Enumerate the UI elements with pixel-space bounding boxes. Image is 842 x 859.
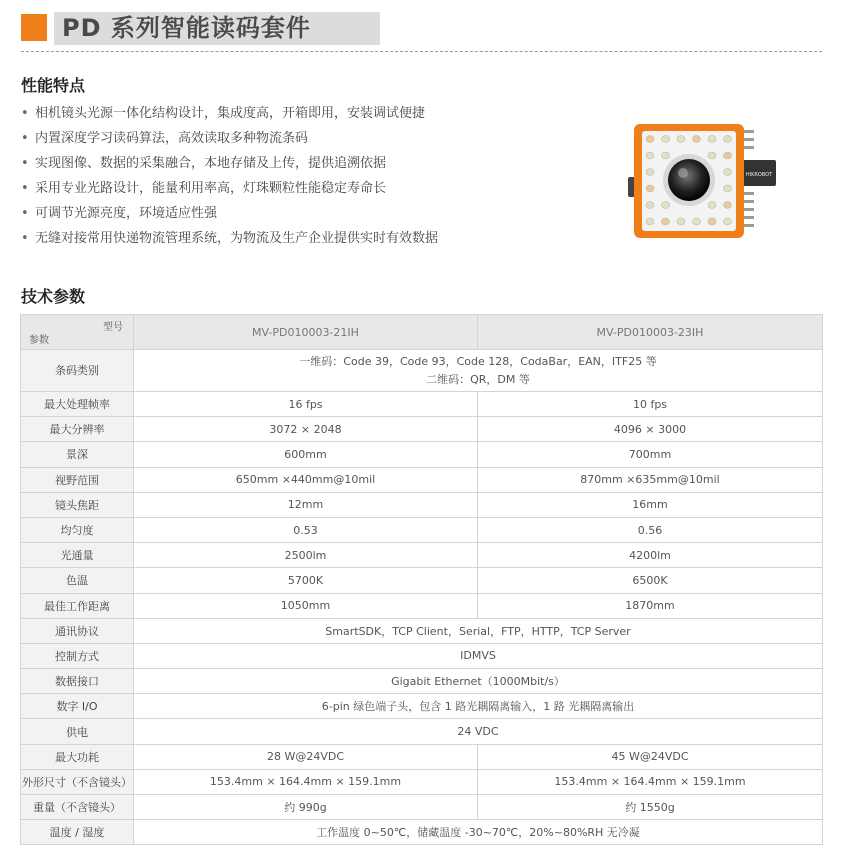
spec-label: 光通量 bbox=[21, 543, 134, 568]
led-bead bbox=[708, 152, 716, 159]
led-bead bbox=[646, 185, 654, 192]
spec-label: 供电 bbox=[21, 719, 134, 744]
feature-item bbox=[21, 126, 601, 151]
spec-row bbox=[21, 719, 823, 744]
spec-row bbox=[21, 442, 823, 467]
spec-row bbox=[21, 543, 823, 568]
page-title: PD 系列智能读码套件 bbox=[62, 14, 311, 42]
spec-label: 最大分辨率 bbox=[21, 417, 134, 442]
spec-value-model-2: 45 W@24VDC bbox=[478, 744, 823, 769]
led-bead bbox=[724, 202, 732, 209]
spec-value-model-2: 4096 × 3000 bbox=[478, 417, 823, 442]
feature-item bbox=[21, 176, 601, 201]
spec-value-merged: Gigabit Ethernet（1000Mbit/s） bbox=[134, 669, 823, 694]
spec-value-model-2: 1870mm bbox=[478, 593, 823, 618]
led-bead bbox=[646, 152, 654, 159]
spec-value-model-1: 16 fps bbox=[134, 392, 478, 417]
spec-value-merged: 工作温度 0~50℃，储藏温度 -30~70℃，20%~80%RH 无冷凝 bbox=[134, 820, 823, 845]
spec-row bbox=[21, 492, 823, 517]
specs-table bbox=[20, 314, 823, 845]
title-bar bbox=[21, 12, 822, 52]
specs-corner-cell bbox=[21, 315, 134, 350]
spec-label: 通讯协议 bbox=[21, 618, 134, 643]
spec-row bbox=[21, 643, 823, 668]
bullet-icon: • bbox=[21, 206, 29, 221]
spec-row bbox=[21, 694, 823, 719]
specs-header-row bbox=[21, 315, 823, 350]
spec-value-model-2: 700mm bbox=[478, 442, 823, 467]
spec-row bbox=[21, 417, 823, 442]
feature-item bbox=[21, 151, 601, 176]
spec-row bbox=[21, 467, 823, 492]
feature-text: 实现图像、数据的采集融合，本地存储及上传，提供追溯依据 bbox=[35, 156, 387, 171]
spec-label: 最大处理帧率 bbox=[21, 392, 134, 417]
led-bead bbox=[724, 152, 732, 159]
spec-value-model-1: 0.53 bbox=[134, 517, 478, 542]
led-bead bbox=[693, 136, 701, 143]
spec-label: 条码类别 bbox=[21, 350, 134, 392]
led-bead bbox=[708, 136, 716, 143]
spec-value-merged: SmartSDK，TCP Client，Serial，FTP，HTTP，TCP Server bbox=[134, 618, 823, 643]
spec-value-model-2: 153.4mm × 164.4mm × 159.1mm bbox=[478, 769, 823, 794]
led-bead bbox=[724, 169, 732, 176]
spec-value-model-2: 870mm ×635mm@10mil bbox=[478, 467, 823, 492]
spec-value-model-1: 约 990g bbox=[134, 795, 478, 820]
feature-text: 可调节光源亮度，环境适应性强 bbox=[35, 206, 218, 221]
bullet-icon: • bbox=[21, 106, 29, 121]
spec-row bbox=[21, 350, 823, 392]
feature-text: 采用专业光路设计，能量利用率高，灯珠颗粒性能稳定寿命长 bbox=[35, 181, 387, 196]
spec-value-line: 二维码：QR，DM 等 bbox=[426, 372, 530, 386]
spec-value-model-1: 600mm bbox=[134, 442, 478, 467]
spec-label: 视野范围 bbox=[21, 467, 134, 492]
spec-label: 色温 bbox=[21, 568, 134, 593]
led-bead bbox=[646, 218, 654, 225]
title-accent-square bbox=[21, 14, 47, 41]
spec-row bbox=[21, 568, 823, 593]
bullet-icon: • bbox=[21, 181, 29, 196]
spec-value-merged: IDMVS bbox=[134, 643, 823, 668]
led-bead bbox=[662, 152, 670, 159]
spec-label: 温度 / 湿度 bbox=[21, 820, 134, 845]
spec-row bbox=[21, 744, 823, 769]
led-bead bbox=[677, 218, 685, 225]
feature-text: 相机镜头光源一体化结构设计，集成度高，开箱即用，安装调试便捷 bbox=[35, 106, 426, 121]
led-bead bbox=[662, 202, 670, 209]
spec-value-model-2: 6500K bbox=[478, 568, 823, 593]
corner-param-label: 参数 bbox=[29, 335, 49, 346]
model-header-2: MV-PD010003-23IH bbox=[478, 315, 823, 350]
spec-value-merged: 6-pin 绿色端子头，包含 1 路光耦隔离输入，1 路 光耦隔离输出 bbox=[134, 694, 823, 719]
product-image bbox=[628, 122, 778, 240]
spec-label: 最大功耗 bbox=[21, 744, 134, 769]
features-list bbox=[21, 101, 601, 251]
spec-row bbox=[21, 593, 823, 618]
spec-label: 数据接口 bbox=[21, 669, 134, 694]
spec-row bbox=[21, 517, 823, 542]
spec-label: 最佳工作距离 bbox=[21, 593, 134, 618]
spec-row bbox=[21, 618, 823, 643]
spec-label: 景深 bbox=[21, 442, 134, 467]
spec-value-model-2: 10 fps bbox=[478, 392, 823, 417]
feature-item bbox=[21, 226, 601, 251]
feature-text: 内置深度学习读码算法，高效读取多种物流条码 bbox=[35, 131, 309, 146]
led-bead bbox=[646, 136, 654, 143]
spec-label: 控制方式 bbox=[21, 643, 134, 668]
spec-value-model-1: 28 W@24VDC bbox=[134, 744, 478, 769]
spec-row bbox=[21, 820, 823, 845]
feature-text: 无缝对接常用快递物流管理系统，为物流及生产企业提供实时有效数据 bbox=[35, 231, 439, 246]
led-bead bbox=[662, 218, 670, 225]
spec-value-model-2: 16mm bbox=[478, 492, 823, 517]
spec-value-model-1: 2500lm bbox=[134, 543, 478, 568]
features-heading: 性能特点 bbox=[21, 76, 86, 95]
specs-heading: 技术参数 bbox=[21, 287, 86, 306]
spec-value-model-1: 5700K bbox=[134, 568, 478, 593]
spec-label: 均匀度 bbox=[21, 517, 134, 542]
product-brand-label: HIKROBOT bbox=[745, 172, 773, 178]
spec-label: 外形尺寸（不含镜头） bbox=[21, 769, 134, 794]
led-bead bbox=[646, 169, 654, 176]
spec-value-model-1: 12mm bbox=[134, 492, 478, 517]
spec-value-model-2: 4200lm bbox=[478, 543, 823, 568]
led-bead bbox=[724, 136, 732, 143]
spec-value-line: 一维码：Code 39，Code 93，Code 128，CodaBar，EAN，ITF25 等 bbox=[299, 354, 657, 368]
bullet-icon: • bbox=[21, 131, 29, 146]
spec-label: 镜头焦距 bbox=[21, 492, 134, 517]
led-bead bbox=[708, 202, 716, 209]
feature-item bbox=[21, 201, 601, 226]
model-header-1: MV-PD010003-21IH bbox=[134, 315, 478, 350]
led-bead bbox=[662, 136, 670, 143]
led-bead bbox=[708, 218, 716, 225]
spec-value-model-1: 1050mm bbox=[134, 593, 478, 618]
led-bead bbox=[646, 202, 654, 209]
bullet-icon: • bbox=[21, 231, 29, 246]
bullet-icon: • bbox=[21, 156, 29, 171]
spec-value-merged: 24 VDC bbox=[134, 719, 823, 744]
spec-label: 数字 I/O bbox=[21, 694, 134, 719]
led-bead bbox=[693, 218, 701, 225]
corner-model-label: 型号 bbox=[103, 322, 123, 333]
spec-row bbox=[21, 795, 823, 820]
led-bead bbox=[677, 136, 685, 143]
spec-value-model-1: 650mm ×440mm@10mil bbox=[134, 467, 478, 492]
spec-row bbox=[21, 769, 823, 794]
spec-value-model-2: 0.56 bbox=[478, 517, 823, 542]
spec-row bbox=[21, 669, 823, 694]
led-bead bbox=[724, 218, 732, 225]
spec-label: 重量（不含镜头） bbox=[21, 795, 134, 820]
spec-value-model-1: 3072 × 2048 bbox=[134, 417, 478, 442]
spec-value-model-2: 约 1550g bbox=[478, 795, 823, 820]
spec-value-merged bbox=[134, 350, 823, 392]
feature-item bbox=[21, 101, 601, 126]
spec-row bbox=[21, 392, 823, 417]
led-bead bbox=[724, 185, 732, 192]
spec-value-model-1: 153.4mm × 164.4mm × 159.1mm bbox=[134, 769, 478, 794]
